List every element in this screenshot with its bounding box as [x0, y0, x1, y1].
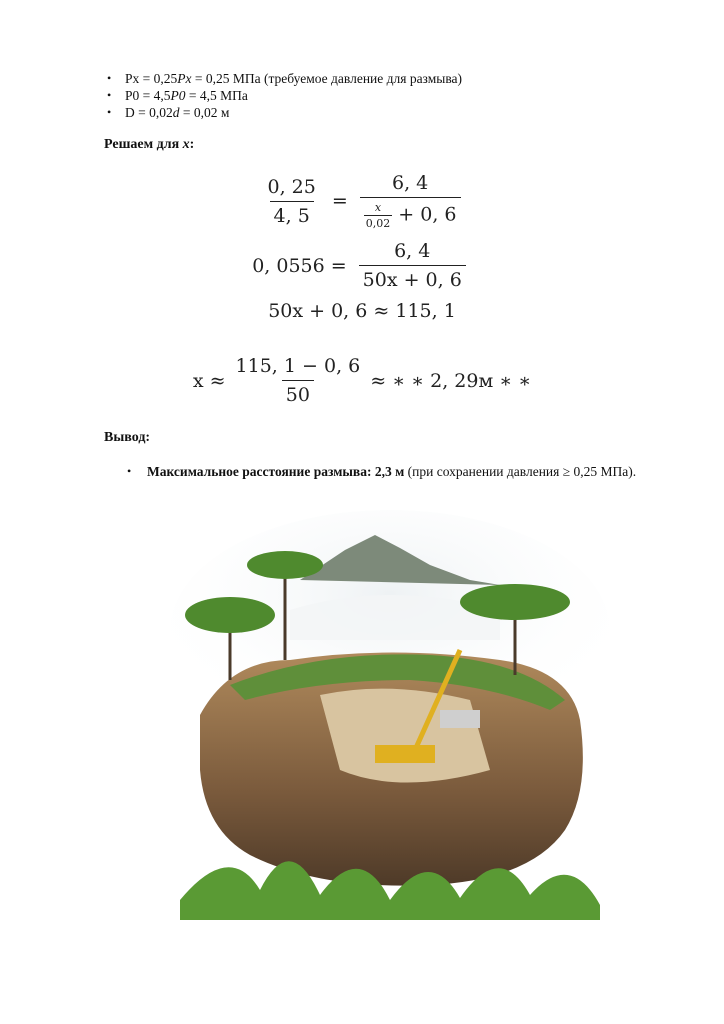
denominator: 0,02: [365, 217, 391, 230]
equation-2: [0, 240, 724, 291]
conclusion-rest: (при сохранении давления ≥ 0,25 МПа).: [404, 464, 637, 479]
equation-text: 50x + 0, 6 ≈ 115, 1: [268, 300, 456, 322]
parameters-list: [125, 70, 462, 121]
fraction: [359, 240, 466, 291]
solve-heading: [104, 137, 194, 153]
math-var: x: [182, 137, 190, 152]
fraction: [360, 172, 461, 230]
list-item: [125, 104, 462, 121]
equation-3: [0, 300, 724, 322]
list-item: [125, 87, 462, 104]
numerator: 6, 4: [392, 172, 429, 194]
bullet-text: P0 = 4,5: [125, 88, 171, 103]
fraction: [264, 176, 320, 227]
fraction: [232, 355, 365, 406]
heading-text: Решаем для: [104, 137, 183, 152]
lhs: x ≈: [192, 369, 226, 392]
conclusion-bold: Максимальное расстояние размыва: 2,3 м: [147, 464, 405, 479]
small-fraction: [364, 201, 393, 230]
equation-4: [0, 355, 724, 406]
quarry-pit: [320, 689, 490, 783]
machine-house: [440, 710, 480, 728]
numerator: x: [374, 201, 382, 214]
conclusion-heading: Вывод:: [104, 430, 151, 445]
bullet-text: D = 0,02: [125, 105, 173, 120]
math-var: P0: [170, 88, 186, 103]
equation-1: [0, 172, 724, 230]
numerator: 6, 4: [394, 240, 431, 262]
math-var: d: [172, 105, 180, 120]
list-item: [125, 70, 462, 87]
excavator-body: [375, 745, 435, 763]
math-var: Px: [177, 71, 192, 86]
denominator: [360, 197, 461, 230]
bullet-text: = 4,5 МПа: [185, 88, 248, 103]
denominator: 50x + 0, 6: [359, 265, 466, 291]
denominator: 50: [282, 380, 314, 406]
mining-rock-illustration: [170, 510, 610, 945]
bullet-text: = 0,25 МПа (требуемое давление для размыва): [191, 71, 463, 86]
numerator: 115, 1 − 0, 6: [235, 355, 361, 377]
bullet-text: Px = 0,25: [125, 71, 178, 86]
numerator: 0, 25: [267, 175, 316, 198]
lhs: 0, 0556: [252, 254, 325, 277]
rhs: ≈ ∗ ∗ 2, 29м ∗ ∗: [370, 369, 532, 392]
heading-colon: :: [189, 137, 195, 152]
equals-sign: =: [330, 254, 347, 277]
equals-sign: =: [331, 190, 348, 212]
denominator: 4, 5: [270, 201, 314, 227]
conclusion-item: [147, 463, 647, 480]
denominator-rest: + 0, 6: [398, 203, 457, 226]
bullet-text: = 0,02 м: [179, 105, 230, 120]
